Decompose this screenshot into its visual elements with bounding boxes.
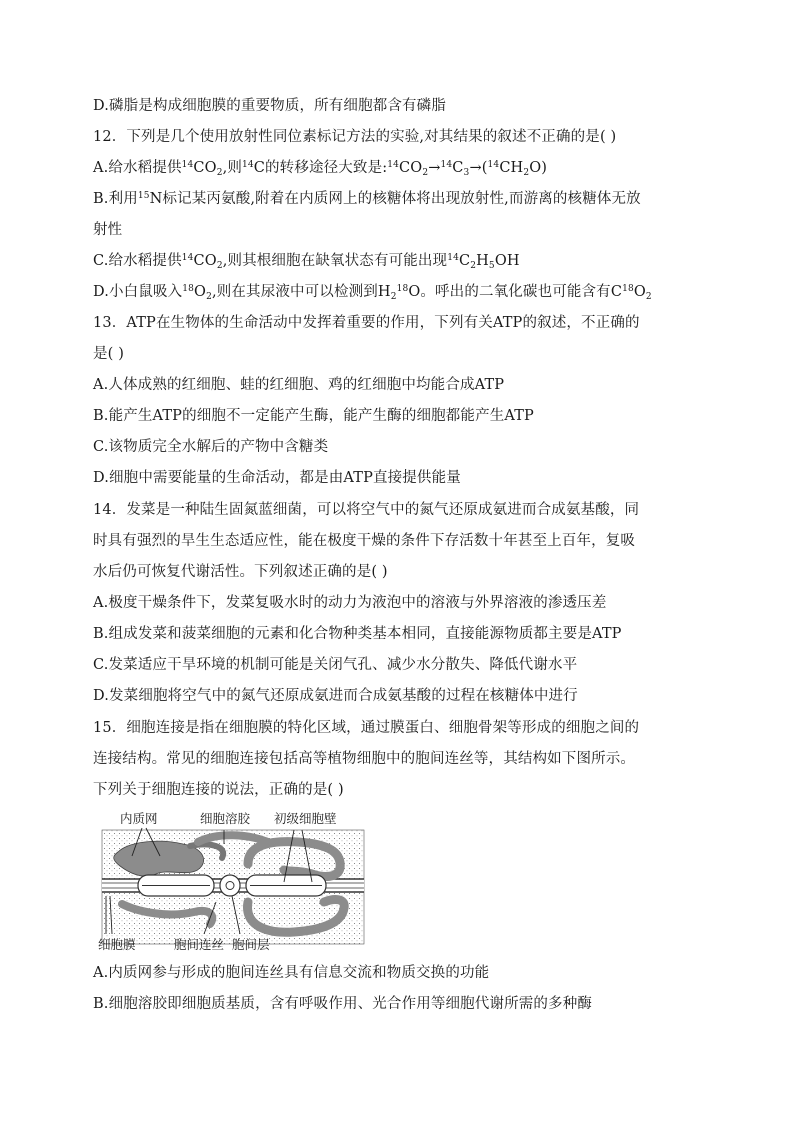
q13-option-d: D.细胞中需要能量的生命活动，都是由ATP直接提供能量: [93, 470, 461, 486]
q13-option-c: C.该物质完全水解后的产物中含糖类: [93, 439, 329, 455]
q14-stem-cont-2: 水后仍可恢复代谢活性。下列叙述正确的是( ): [93, 564, 388, 580]
plasmodesma-illustration: [98, 812, 366, 954]
q13-stem: 13．ATP在生物体的生命活动中发挥着重要的作用，下列有关ATP的叙述，不正确的: [93, 315, 640, 331]
q11-option-d: D.磷脂是构成细胞膜的重要物质，所有细胞都含有磷脂: [93, 98, 446, 114]
q14-stem-cont-1: 时具有强烈的旱生生态适应性，能在极度干燥的条件下存活数十年甚至上百年，复吸: [93, 533, 636, 549]
q14-option-a: A.极度干燥条件下，发菜复吸水时的动力为液泡中的溶液与外界溶液的渗透压差: [93, 595, 607, 611]
q12-option-c: C.给水稻提供$^{14}CO_2$,则其根细胞在缺氧状态有可能出现$^{14}C_2H_5OH$: [93, 253, 520, 271]
label-primary-wall: 初级细胞壁: [274, 811, 337, 826]
label-cytosol: 细胞溶胶: [200, 811, 251, 826]
q12-option-b: B.利用$^{15}$N标记某丙氨酸,附着在内质网上的核糖体将出现放射性,而游离的核糖体无放: [93, 191, 641, 207]
label-plasmodesma: 胞间连丝: [174, 937, 225, 952]
q14-stem: 14．发菜是一种陆生固氮蓝细菌，可以将空气中的氮气还原成氨进而合成氨基酸，同: [93, 502, 640, 518]
q14-option-b: B.组成发菜和菠菜细胞的元素和化合物种类基本相同，直接能源物质都主要是ATP: [93, 626, 622, 642]
q15-option-a: A.内质网参与形成的胞间连丝具有信息交流和物质交换的功能: [93, 965, 490, 981]
q12-option-d: D.小白鼠吸入$^{18}O_2$,则在其尿液中可以检测到$H_2^{18}O$。呼出的二氧化碳也可能含有$C^{18}O_2$: [93, 284, 652, 302]
q13-option-b: B.能产生ATP的细胞不一定能产生酶，能产生酶的细胞都能产生ATP: [93, 408, 534, 424]
q12-option-b-cont: 射性: [93, 222, 123, 238]
q15-stem-cont-1: 连接结构。常见的细胞连接包括高等植物细胞中的胞间连丝等，其结构如下图所示。: [93, 751, 636, 767]
q15-stem: 15．细胞连接是指在细胞膜的特化区域，通过膜蛋白、细胞骨架等形成的细胞之间的: [93, 720, 640, 736]
q13-stem-cont: 是( ): [93, 346, 125, 362]
q15-option-b: B.细胞溶胶即细胞质基质，含有呼吸作用、光合作用等细胞代谢所需的多种酶: [93, 996, 593, 1012]
q14-option-c: C.发菜适应干旱环境的机制可能是关闭气孔、减少水分散失、降低代谢水平: [93, 657, 578, 673]
q13-option-a: A.人体成熟的红细胞、蛙的红细胞、鸡的红细胞中均能合成ATP: [93, 377, 505, 393]
label-membrane: 细胞膜: [98, 937, 136, 952]
q12-option-a: A.给水稻提供$^{14}CO_2$,则$^{14}$C的转移途径大致是$:^{14}CO_2\to^{14}C_3\to(^{14}CH_2O)$: [93, 160, 548, 178]
q14-option-d: D.发菜细胞将空气中的氮气还原成氨进而合成氨基酸的过程在核糖体中进行: [93, 688, 578, 704]
q12-stem: 12．下列是几个使用放射性同位素标记方法的实验,对其结果的叙述不正确的是( ): [93, 129, 617, 145]
q15-stem-cont-2: 下列关于细胞连接的说法，正确的是( ): [93, 782, 344, 798]
plasmodesma-diagram: [98, 812, 366, 954]
label-middle-lamella: 胞间层: [232, 937, 270, 952]
label-er: 内质网: [120, 811, 158, 826]
